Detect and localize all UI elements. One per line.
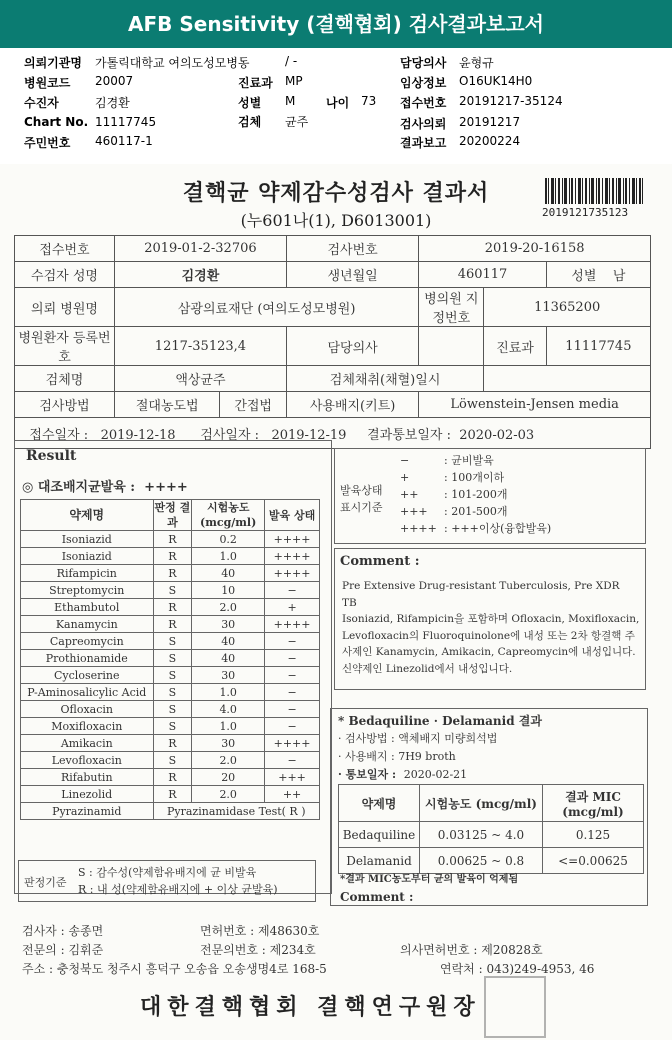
drug-name: Capreomycin bbox=[21, 633, 154, 650]
cell-label: 병의원 지정번호 bbox=[419, 288, 484, 327]
cell-value: 간접법 bbox=[220, 392, 286, 418]
info-value: 김경환 bbox=[95, 96, 130, 110]
cell-value: 11365200 bbox=[484, 288, 651, 327]
mic-header: 결과 MIC (mcg/ml) bbox=[543, 785, 644, 822]
info-label: 결과보고 bbox=[400, 136, 447, 150]
drug-name: Cycloserine bbox=[21, 667, 154, 684]
drug-row bbox=[21, 548, 320, 565]
drug-name: Linezolid bbox=[21, 786, 154, 803]
growth-meaning: : +++이상(융합발육) bbox=[444, 522, 552, 535]
drug-result: R bbox=[153, 565, 192, 582]
drug-concentration: 4.0 bbox=[192, 701, 265, 718]
drug-concentration: 1.0 bbox=[192, 718, 265, 735]
mic-cell: 0.00625 ~ 0.8 bbox=[420, 848, 543, 874]
drug-concentration: 20 bbox=[192, 769, 265, 786]
specialist: 전문의 : 김휘준 bbox=[22, 943, 104, 957]
recv-value: 2019-12-18 bbox=[100, 427, 176, 443]
info-value: 20191217 bbox=[459, 115, 521, 129]
result-title: Result bbox=[26, 448, 77, 464]
test-value: 2019-12-19 bbox=[271, 427, 347, 443]
bdq-notify-label: · 통보일자 : bbox=[338, 768, 397, 781]
info-value: M bbox=[285, 94, 296, 108]
drug-growth: − bbox=[265, 650, 320, 667]
mic-cell: Bedaquiline bbox=[339, 822, 420, 848]
criteria-line: R : 내 성(약제함유배지에 + 이상 균발육) bbox=[78, 883, 278, 896]
drug-name: Streptomycin bbox=[21, 582, 154, 599]
drug-growth: − bbox=[265, 667, 320, 684]
drug-growth: ++++ bbox=[265, 531, 320, 548]
cell-value: 액상균주 bbox=[115, 366, 287, 392]
sex-value: 남 bbox=[612, 269, 626, 284]
drug-name: Moxifloxacin bbox=[21, 718, 154, 735]
comment-lines bbox=[342, 578, 639, 677]
info-value: 균주 bbox=[285, 115, 309, 129]
comment-title: Comment : bbox=[340, 554, 420, 569]
growth-meaning: : 101-200개 bbox=[444, 488, 508, 501]
drug-result: S bbox=[153, 667, 192, 684]
age-value: 73 bbox=[361, 94, 377, 108]
drug-growth: − bbox=[265, 752, 320, 769]
cell-value bbox=[419, 327, 484, 366]
mic-header: 약제명 bbox=[339, 785, 420, 822]
drug-row bbox=[21, 735, 320, 752]
contact: 연락처 : 043)249-4953, 46 bbox=[440, 962, 595, 976]
growth-symbol: ++ bbox=[400, 488, 419, 501]
drug-concentration: 10 bbox=[192, 582, 265, 599]
cell-value: 2019-20-16158 bbox=[419, 236, 651, 262]
drug-row bbox=[21, 769, 320, 786]
tester: 검사자 : 송종면 bbox=[22, 924, 104, 938]
info-label: 검사의뢰 bbox=[400, 117, 447, 131]
drug-name: Prothionamide bbox=[21, 650, 154, 667]
control-growth bbox=[22, 476, 188, 495]
info-label: 성별 bbox=[238, 96, 262, 110]
cell-value: 1217-35123,4 bbox=[115, 327, 287, 366]
drug-name: Rifampicin bbox=[21, 565, 154, 582]
pyrazinamide-result: Pyrazinamidase Test( R ) bbox=[153, 803, 319, 820]
growth-line bbox=[400, 486, 551, 503]
criteria-lines bbox=[78, 864, 278, 898]
growth-label: 발육상태 표시기준 bbox=[340, 484, 383, 514]
criteria-line: S : 감수성(약제함유배지에 균 비발육 bbox=[78, 866, 257, 879]
bdq-notify-value: 2020-02-21 bbox=[403, 768, 468, 781]
control-label: ◎ 대조배지균발육 : bbox=[22, 480, 136, 495]
notify-value: 2020-02-03 bbox=[459, 427, 535, 443]
barcode-image bbox=[545, 178, 643, 204]
drug-growth: − bbox=[265, 633, 320, 650]
cell-value: 460117 bbox=[419, 262, 546, 288]
recv-label: 접수일자 : bbox=[29, 427, 89, 443]
info-value: MP bbox=[285, 74, 303, 88]
test-label: 검사일자 : bbox=[200, 427, 260, 443]
info-label: 의뢰기관명 bbox=[24, 56, 82, 70]
drug-result: R bbox=[153, 616, 192, 633]
drug-row bbox=[21, 531, 320, 548]
bdq-method: · 검사방법 : 액체배지 미량희석법 bbox=[338, 732, 498, 745]
drug-growth: − bbox=[265, 684, 320, 701]
growth-meaning: : 201-500개 bbox=[444, 505, 508, 518]
drug-result: R bbox=[153, 735, 192, 752]
drug-growth: + bbox=[265, 599, 320, 616]
drug-name: Ofloxacin bbox=[21, 701, 154, 718]
drug-row bbox=[21, 582, 320, 599]
drug-row bbox=[21, 684, 320, 701]
bdq-notify bbox=[338, 766, 467, 782]
patient-info-panel bbox=[0, 48, 672, 160]
drug-concentration: 40 bbox=[192, 565, 265, 582]
drug-growth: − bbox=[265, 582, 320, 599]
info-label: 수진자 bbox=[24, 96, 59, 110]
header-table bbox=[14, 235, 651, 449]
drug-concentration: 2.0 bbox=[192, 752, 265, 769]
doctor-license: 의사면허번호 : 제20828호 bbox=[400, 943, 543, 957]
growth-line bbox=[400, 452, 551, 469]
drug-result: R bbox=[153, 769, 192, 786]
drug-concentration: 2.0 bbox=[192, 786, 265, 803]
control-value: ++++ bbox=[144, 480, 188, 495]
info-label: 검체 bbox=[238, 115, 262, 129]
cell-value: 11117745 bbox=[546, 327, 650, 366]
info-label: 주민번호 bbox=[24, 136, 71, 150]
drug-growth: ++++ bbox=[265, 735, 320, 752]
drug-growth: ++ bbox=[265, 786, 320, 803]
drug-row bbox=[21, 667, 320, 684]
drug-row bbox=[21, 701, 320, 718]
growth-meaning: : 균비발육 bbox=[444, 454, 494, 467]
drug-row bbox=[21, 599, 320, 616]
drug-result: S bbox=[153, 650, 192, 667]
criteria-label: 판정기준 bbox=[24, 876, 67, 889]
age-label: 나이 bbox=[326, 96, 350, 110]
info-value: 가톨릭대학교 여의도성모병동 bbox=[95, 56, 250, 70]
drug-name: Isoniazid bbox=[21, 548, 154, 565]
info-value: 11117745 bbox=[95, 115, 157, 129]
cell-value: 김경환 bbox=[115, 262, 287, 288]
drug-result: S bbox=[153, 718, 192, 735]
drug-name: Isoniazid bbox=[21, 531, 154, 548]
official-seal bbox=[484, 976, 546, 1038]
cell-value bbox=[546, 262, 650, 288]
drug-result: S bbox=[153, 752, 192, 769]
mic-cell: Delamanid bbox=[339, 848, 420, 874]
drug-concentration: 0.2 bbox=[192, 531, 265, 548]
info-value: 20191217-35124 bbox=[459, 94, 563, 108]
info-value: 460117-1 bbox=[95, 134, 153, 148]
info-label: Chart No. bbox=[24, 115, 89, 129]
drug-row bbox=[21, 616, 320, 633]
cell-label: 수검자 성명 bbox=[15, 262, 115, 288]
cell-label: 생년월일 bbox=[286, 262, 418, 288]
info-label: 접수번호 bbox=[400, 96, 447, 110]
scanned-report bbox=[0, 164, 672, 1040]
address: 주소 : 충청북도 청주시 흥덕구 오송읍 오송생명4로 168-5 bbox=[22, 962, 327, 976]
info-label: 담당의사 bbox=[400, 56, 447, 70]
ward-value: / - bbox=[285, 54, 298, 68]
pyrazinamide-name: Pyrazinamid bbox=[21, 803, 154, 820]
drug-growth: ++++ bbox=[265, 548, 320, 565]
drug-concentration: 30 bbox=[192, 667, 265, 684]
comment-line: 사제인 Kanamycin, Amikacin, Capreomycin에 내성입니다. bbox=[342, 646, 636, 658]
cell-label: 담당의사 bbox=[286, 327, 418, 366]
info-value: 20007 bbox=[95, 74, 134, 88]
report-title: AFB Sensitivity (결핵협회) 검사결과보고서 bbox=[0, 0, 672, 48]
drug-growth: +++ bbox=[265, 769, 320, 786]
drug-row bbox=[21, 752, 320, 769]
drug-result: R bbox=[153, 531, 192, 548]
growth-line bbox=[400, 503, 551, 520]
cell-label: 접수번호 bbox=[15, 236, 115, 262]
drug-result: S bbox=[153, 684, 192, 701]
cell-label: 사용배지(키트) bbox=[286, 392, 418, 418]
comment-line: TB bbox=[342, 596, 357, 609]
cell-label: 검체명 bbox=[15, 366, 115, 392]
drug-concentration: 30 bbox=[192, 735, 265, 752]
mic-cell: 0.03125 ~ 4.0 bbox=[420, 822, 543, 848]
drug-row bbox=[21, 633, 320, 650]
growth-meaning: : 100개이하 bbox=[444, 471, 505, 484]
doc-title: 결핵균 약제감수성검사 결과서 bbox=[182, 180, 490, 206]
drug-result: R bbox=[153, 599, 192, 616]
comment-line: Isoniazid, Rifampicin을 포함하며 Ofloxacin, Moxifloxacin, bbox=[342, 613, 640, 625]
mic-note: *결과 MIC농도부터 균의 발육이 억제됨 bbox=[340, 874, 519, 885]
issuing-org: 대한결핵협회 결핵연구원장 bbox=[140, 994, 481, 1020]
cell-value bbox=[484, 366, 651, 392]
drug-result-table bbox=[20, 499, 320, 820]
drug-name: Ethambutol bbox=[21, 599, 154, 616]
growth-symbol: + bbox=[400, 471, 410, 484]
drug-name: Amikacin bbox=[21, 735, 154, 752]
drug-row bbox=[21, 718, 320, 735]
cell-value: 삼광의료재단 (여의도성모병원) bbox=[115, 288, 419, 327]
barcode-number: 2019121735123 bbox=[542, 206, 629, 219]
mic-cell: 0.125 bbox=[543, 822, 644, 848]
drug-growth: − bbox=[265, 718, 320, 735]
comment-line: 신약제인 Linezolid에서 내성입니다. bbox=[342, 662, 513, 675]
growth-symbol: ++++ bbox=[400, 522, 437, 535]
bdq-title: * Bedaquiline · Delamanid 결과 bbox=[338, 714, 542, 728]
mic-cell: <=0.00625 bbox=[543, 848, 644, 874]
info-label: 병원코드 bbox=[24, 76, 71, 90]
cell-label: 의뢰 병원명 bbox=[15, 288, 115, 327]
drug-result: S bbox=[153, 582, 192, 599]
info-label: 진료과 bbox=[238, 76, 273, 90]
drug-concentration: 40 bbox=[192, 650, 265, 667]
growth-line bbox=[400, 469, 551, 486]
drug-result: S bbox=[153, 701, 192, 718]
drug-name: Kanamycin bbox=[21, 616, 154, 633]
info-value: O16UK14H0 bbox=[459, 74, 533, 88]
drug-concentration: 1.0 bbox=[192, 548, 265, 565]
drug-growth: ++++ bbox=[265, 616, 320, 633]
notify-label: 결과통보일자 : bbox=[367, 427, 451, 443]
drug-concentration: 30 bbox=[192, 616, 265, 633]
mic-table bbox=[338, 784, 644, 874]
drug-concentration: 1.0 bbox=[192, 684, 265, 701]
bdq-media: · 사용배지 : 7H9 broth bbox=[338, 750, 456, 763]
drug-result: R bbox=[153, 548, 192, 565]
drug-growth: ++++ bbox=[265, 565, 320, 582]
drug-name: Rifabutin bbox=[21, 769, 154, 786]
table-header: 시험농도 (mcg/ml) bbox=[192, 500, 265, 531]
growth-symbol: − bbox=[400, 454, 410, 467]
table-header: 약제명 bbox=[21, 500, 154, 531]
table-header: 판정 결과 bbox=[154, 501, 191, 529]
specialist-number: 전문의번호 : 제234호 bbox=[200, 943, 316, 957]
doc-subtitle: (누601나(1), D6013001) bbox=[240, 211, 432, 230]
drug-growth: − bbox=[265, 701, 320, 718]
cell-label: 진료과 bbox=[484, 327, 546, 366]
cell-value: Löwenstein-Jensen media bbox=[419, 392, 651, 418]
cell-value: 2019-01-2-32706 bbox=[115, 236, 287, 262]
cell-label: 병원환자 등록번호 bbox=[15, 327, 115, 366]
info-value: 20200224 bbox=[459, 134, 521, 148]
drug-concentration: 2.0 bbox=[192, 599, 265, 616]
drug-result: S bbox=[153, 633, 192, 650]
drug-result: R bbox=[153, 786, 192, 803]
growth-lines bbox=[400, 452, 551, 537]
comment-line: Levofloxacin의 Fluoroquinolone에 내성 또는 2차 항결핵 주 bbox=[342, 629, 635, 642]
drug-row bbox=[21, 786, 320, 803]
table-header: 발육 상태 bbox=[265, 500, 320, 531]
sex-label: 성별 bbox=[571, 269, 597, 284]
cell-label: 검체채취(채혈)일시 bbox=[286, 366, 483, 392]
drug-name: Levofloxacin bbox=[21, 752, 154, 769]
growth-line bbox=[400, 520, 551, 537]
cell-label: 검사번호 bbox=[286, 236, 418, 262]
drug-concentration: 40 bbox=[192, 633, 265, 650]
drug-name: P-Aminosalicylic Acid bbox=[21, 684, 154, 701]
info-label: 임상정보 bbox=[400, 76, 447, 90]
info-value: 윤형규 bbox=[459, 56, 494, 70]
mic-header: 시험농도 (mcg/ml) bbox=[420, 785, 543, 822]
comment-line: Pre Extensive Drug-resistant Tuberculosis, Pre XDR bbox=[342, 580, 620, 592]
tester-license: 면허번호 : 제48630호 bbox=[200, 924, 320, 938]
cell-value: 절대농도법 bbox=[115, 392, 220, 418]
comment2-title: Comment : bbox=[340, 890, 414, 904]
cell-label: 검사방법 bbox=[15, 392, 115, 418]
growth-symbol: +++ bbox=[400, 505, 428, 518]
drug-row bbox=[21, 565, 320, 582]
drug-row bbox=[21, 650, 320, 667]
